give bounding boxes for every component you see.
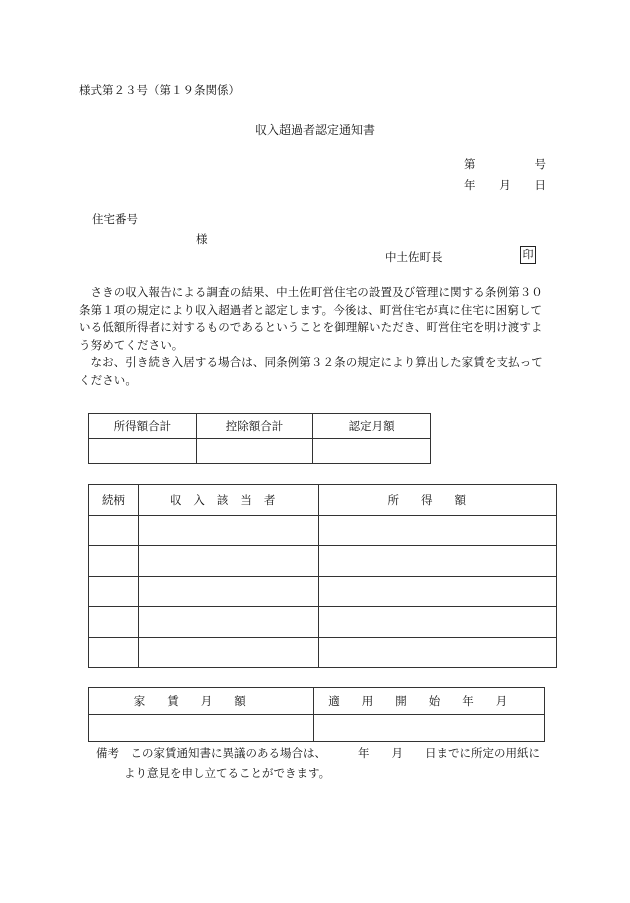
start-month-cell <box>313 715 545 742</box>
year-label: 年 <box>464 178 476 192</box>
month-label: 月 <box>499 178 511 192</box>
body-paragraph-2: なお、引き続き入居する場合は、同条例第３２条の規定により算出した家賃を支払ってください。 <box>79 355 543 387</box>
header-income-amount: 所得額 <box>319 485 557 516</box>
notice-body <box>79 284 551 389</box>
note-month: 月 <box>391 746 403 760</box>
day-label: 日 <box>534 178 546 192</box>
page-title: 収入超過者認定通知書 <box>254 123 375 137</box>
dai-label: 第 <box>464 157 476 171</box>
issuer-name: 中土佐町長 <box>385 250 443 264</box>
certified-monthly-cell <box>313 439 431 464</box>
body-paragraph-1: さきの収入報告による調査の結果、中土佐町営住宅の設置及び管理に関する条例第３０条第１項の規定により収入超過者と認定します。今後は、町営住宅が真に住宅に困窮している低額所得者に対するものであるということを御理解いただき、町営住宅を明け渡すよう努めてください。 <box>79 285 543 352</box>
table-row <box>89 637 557 668</box>
go-label: 号 <box>534 157 546 171</box>
header-income-person: 収入該当者 <box>138 485 319 516</box>
table-row <box>89 546 557 577</box>
house-number-label: 住宅番号 <box>92 212 138 226</box>
applicant-table <box>88 484 557 668</box>
issue-date-row <box>464 177 546 193</box>
header-start-month: 適用開始年月 <box>313 688 545 715</box>
income-total-cell <box>89 439 197 464</box>
recipient-honorific: 様 <box>196 232 208 246</box>
deduction-total-cell <box>196 439 313 464</box>
header-monthly-rent: 家賃月額 <box>89 688 314 715</box>
header-income-total: 所得額合計 <box>89 414 197 439</box>
seal-stamp: 印 <box>520 246 536 264</box>
income-summary-table <box>88 413 431 464</box>
note-line-1 <box>96 745 540 761</box>
note-text-part2: 日までに所定の用紙に <box>425 746 540 760</box>
note-label: 備考 <box>96 746 119 760</box>
header-relationship: 続柄 <box>89 485 139 516</box>
table-row <box>89 515 557 546</box>
table-row <box>89 607 557 638</box>
reference-number-row <box>464 156 546 172</box>
note-year: 年 <box>358 746 370 760</box>
table-row <box>89 576 557 607</box>
note-line-2: より意見を申し立てることができます。 <box>124 766 331 780</box>
form-number: 様式第２３号（第１９条関係） <box>79 83 240 97</box>
header-deduction-total: 控除額合計 <box>196 414 313 439</box>
note-text-part1: この家賃通知書に異議のある場合は、 <box>130 746 326 760</box>
rent-table <box>88 687 545 742</box>
header-certified-monthly: 認定月額 <box>313 414 431 439</box>
monthly-rent-cell <box>89 715 314 742</box>
